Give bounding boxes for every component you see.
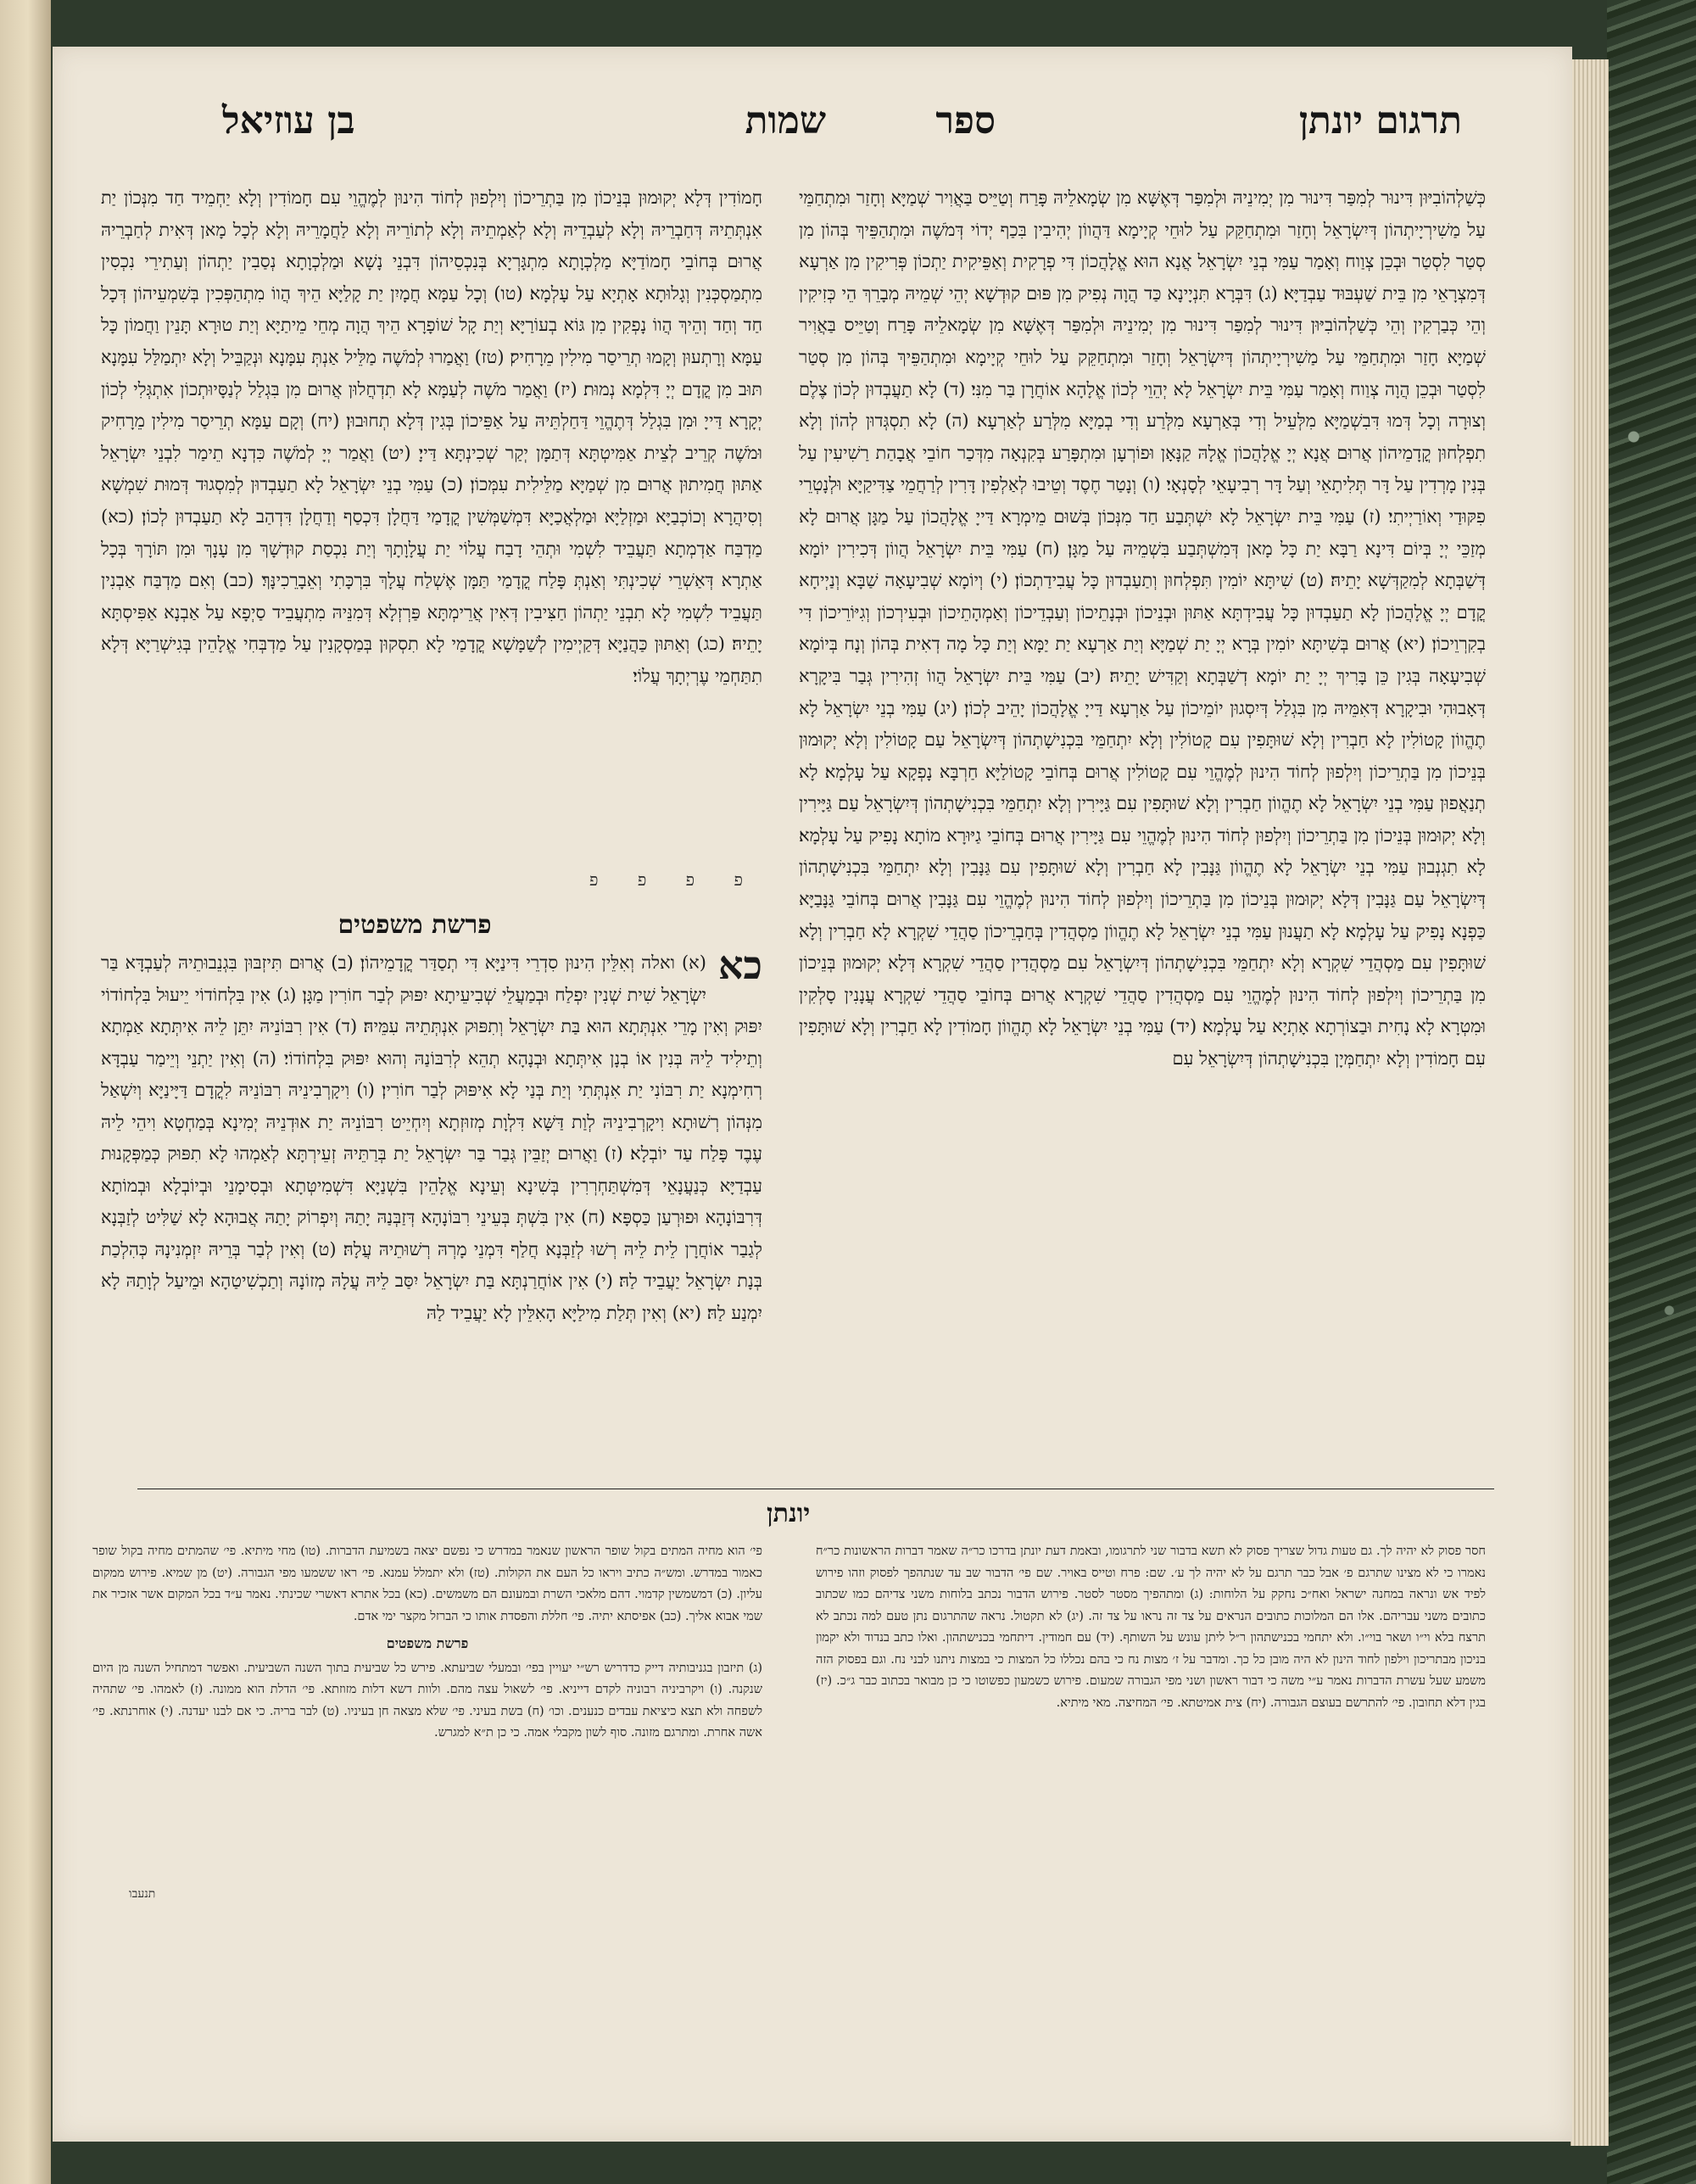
verse-paragraph: (כג) וְאַתּוּן כַּהֲנַיָּא דְּקַיְימִין לְשַׁמָּשָׁא קֳדָמַי לָא תִסְקוּן בְּמַסְקָנִין עַל מַדְבְּחִי אֱלָהֵין בְּגִישְׁרַיָּא דְּלָא תִתַּחְמֵי עֶרְיְתָךְ עֲלוֹי׃ [101,634,762,686]
book-page [53,47,1572,2142]
chapter-text: (א) ואלה וְאִלֵּין הִינוּן סִדְרֵי דִּינַיָּא דִּי תְסַדַּר קֳדָמֵיהוֹן׃ (ב) אֲרוּם תִּיזְבּוּן בִּגְנֵבוּתֵיהּ לְעַבְדָּא בַּר יִשְׂרָאֵל שִׁית שְׁנִין יִפְלַח וּבְמַעֲלֵי שְׁבִיעֵיתָא יִפּוּק לְבַר חוֹרִין מַגָּן׃ (ג) אִין בִּלְחוֹדוֹי יֵיעוּל בִּלְחוֹדוֹי יִפּוּק וְאִין מָרֵי אִנְתְּתָא הוּא בַּת יִשְׂרָאֵל וְתִפּוּק אִנְתְּתֵיהּ עִמֵּיהּ׃ (ד) אִין רִבּוֹנֵיהּ יִתֵּן לֵיהּ אִיתְּתָא אַמְתָא וְתֵילִיד לֵיהּ בְּנִין אוֹ בְנָן אִיתְּתָא וּבְנָהָא תְהֵא לְרִבּוֹנַהּ וְהוּא יִפּוּק בִּלְחוֹדוֹי׃ (ה) וְאִין יַתְנֵי וְיֵימַר עַבְדָּא רְחִימְנָא יַת רִבּוֹנִי יַת אִנְתְּתִי וְיַת בְּנַי לָא אִיפּוּק לְבַר חוֹרִין׃ (ו) וִיקָרְבִינֵיהּ רִבּוֹנֵיהּ לִקֳדָם דַּיָּינַיָּא וְיִשְׁאַל מִנְּהוֹן רְשׁוּתָא וִיקָרְבִינֵיהּ לְוַת דַּשָּׁא דִּלְוָת מְזוּזְתָא וְיִחְיֵיט רִבּוֹנֵיהּ יַת אוּדְנֵיהּ יְמִינָא בְּמַחְטָא וִיהֵי לֵיהּ עֶבֶד פָּלַח עַד יוֹבְלָא׃ (ז) וַאֲרוּם יְזַבֵּין גְּבַר בַּר יִשְׂרָאֵל יַת בְּרַתֵּיהּ זְעֵירְתָּא לְאַמְהוּ לָא תִפּוּק כְּמַפְּקָנוּת עַבְדַיָּא כְּנַעֲנָאֵי דְּמִשְׁתַּחְרְרִין בְּשִׁינָא וְעֵינָא אֱלָהֵין בִּשְׁנַיָּא דִּשְׁמִיטְּתָא וּבְסִימָנֵי וּבְיוֹבְלָא וּבְמוֹתָא דְּרִבּוֹנָהָא וּפוּרְעַן כַּסְפָּא׃ (ח) אִין בִּשְׁתְּ בְּעֵינֵי רִבּוֹנָהָא דְּזַבְּנַהּ יָתַהּ וְיִפְרוֹק יָתַהּ אֲבוּהָא לָא שַׁלִּיט לְזַבְּנָא לְגַבַר אוֹחֲרָן לֵית לֵיהּ רְשׁוּ לְזַבְּנָא חֲלַף דִּמְנֵי מָרְהּ רְשׁוּתֵיהּ עֲלָהּ׃ (ט) וְאִין לְבַר בְּרֵיהּ יִזְמְנִינָהּ כְּהִלְכַת בְּנָת יִשְׂרָאֵל יַעֲבֵיד לַהּ׃ (י) אִין אוֹחֲרַנְתָּא בַּת יִשְׂרָאֵל יִסַּב לֵיהּ עֲלָהּ מְזוֹנָהּ וְתַכְשִׁיטַהָא וּמֵיעַל לְוָתַהּ לָא יִמְנַע לַהּ׃ (יא) וְאִין תְּלַת מִילַיָּא הָאִלֵּין לָא יַעֲבֵיד לַהּ [101,952,762,1323]
left-page-edge [0,0,51,2184]
verse-paragraph: (כא) מַדְבַּח אַדְמְתָא תַּעֲבֵיד לִשְׁמִי וּתְהֵי דָבַח עֲלוֹי יַת עֲלָוָתָךְ וְיַת נִכְסַת קוּדְשָׁךְ מִן עָנָךְ וּמִן תּוֹרָךְ בְּכָל אַתְרָא דְּאַשְׁרֵי שְׁכִינְתִּי וְאַנְתְּ פָּלַח קֳדָמַי תַּמָּן אֶשְׁלַח עֲלָךְ בִּרְכָּתִי וְאֵבָרֵכִינָּךְ׃ [101,506,762,591]
parasha-heading: פרשת משפטים [338,910,492,940]
commentary-text: חסר פסוק לא יהיה לך. גם טעות גדול שצריך פסוק לא תשא בדבור שני לתרגומו, ובאמת דעת יונתן בדרכו כר״ה שאמר דברות הראשונות כר״ח נאמרו כי לא מצינו שתרגם פ׳ אבל כבר תרגם על לא יהיה לך ע׳. שם: פרח וטייס באויר. שם פי׳ הדבור שב עד שנתהפך לפסוק וזהו פירוש לפיד אש ונראה במחנה ישראל ואח״כ נחקק על הלוחות: (ג) ומתהפיך מסטר לסטר. פירוש הדבור נכתב בלוחות משני צדיהם כמו שכתוב כתובים משני עבריהם. אלו הם המלוכות כתובים הנראים על צד זה נראו על צד זה. (יג) לא תקטול. נראה שהתרגום נתן טעם למה נכתב לא תרצח בלא וי״ו ושאר בוי״ו. ולא יתחמי בכנישתהון ר״ל ליתן עונש על השותף. (יד) עם חמודין. דיתחמי בכנישתהון. ואלו כתב בנדוד ולא יקמון בניכון מבתריכון וילפון לחוד הינון לא היה מובן כל כך. ומדבר על ז׳ מצות נח כי בהם נכללו כל המצות כי במצות ניתנו לבני נח. וגם בפסוק הזה משמע שעל עשרת הדברות נאמר ע״י משה כי דבור ראשון ושני מפי הגבורה שמעום. פירוש כשמעון כפשוטו כי כן מבואר בכתוב כבר ג״כ. (יז) בגין דלא תחובון. פי׳ להתרשם בעוצם הגבורה. (יח) צית אמיטתא. פי׳ המחיצה. מאי מיתיא. [816,1544,1486,1710]
verse-paragraph: (כב) וְאִם מַדְבַּח אַבְנִין תַּעֲבֵיד לִשְׁמִי לָא תִבְנֵי יַתְהוֹן חַצִּיבִין דְּאִין אֲרֵימְתָּא פַּרְזְלָא דְּמִנֵּיהּ מִתְעֲבֵיד סַיְפָא עַל אַבְנָא אַפִּיסְתָּא יָתֵיהּ׃ [101,570,762,655]
left-text-column [101,182,762,924]
catchword: תנעבו [129,1887,156,1901]
verse-paragraph: (יח) וְקָם עַמָּא תְרֵיסַר מִילִין מֵרָחִיק וּמֹשֶׁה קְרֵיב לְצֵית אַמִּיטְתָּא דְּתַמָּן יְקַר שְׁכִינְתָּא דַּייָ׃ [101,411,762,463]
verse-paragraph: (יב) עַמִּי בֵּית יִשְׂרָאֵל הֲווֹ זְהִירִין גְּבַר בִּיקָרָא דְּאָבוּהִי וּבִיקָרָא דְּאִמֵּיהּ מִן בִּגְלַל דְּיִסְגוּן יוֹמֵיכוֹן עַל אַרְעָא דַּייָ אֱלָהֲכוֹן יָהֵיב לְכוֹן׃ [799,665,1486,718]
verse-paragraph: (יג) עַמִּי בְנֵי יִשְׂרָאֵל לָא תֶהֱווֹן קָטוֹלִין לָא חַבְרִין וְלָא שׁוּתָּפִין עִם קָטוֹלִין וְלָא יִתְחַמֵּי בִּכְנִישָׁתְהוֹן דְּיִשְׂרָאֵל עַם קָטוֹלִין וְלָא יְקוּמוּן בְּנֵיכוֹן מִן בַּתְרֵיכוֹן וְיִלְפוּן לְחוֹד הִינוּן לְמֶהֱוֵי עִם קָטוֹלִין אֲרוּם בְּחוֹבֵי קָטוֹלַיָּא חַרְבָּא נָפְקָא עַל עָלְמָא׃ [799,697,1486,782]
verse-paragraph: (כ) עַמִּי בְנֵי יִשְׂרָאֵל לָא תַעַבְדוּן לְמִסְגוּד דְּמוּת שִׁמְשָׁא וְסִיהֲרָא וְכוֹכְבַיָּא וּמַזְלַיָּא וּמַלְאֲכַיָּא דִּמְשַׁמְּשִׁין קֳדָמַי דַּחֲלָן דִּכְסַף וְדַחֲלָן דִּדְהַב לָא תַעַבְדוּן לְכוֹן׃ [101,474,762,527]
verse-paragraph: (יד) עַמִּי בְנֵי יִשְׂרָאֵל לָא תֶהֱווֹן חָמוֹדִין לָא חַבְרִין וְלָא שׁוּתָּפִין עִם חָמוֹדִין וְלָא יִתְחַמְּיָן בִּכְנִישָׁתְהוֹן דְּיִשְׂרָאֵל עִם [799,1016,1486,1070]
stacked-page-edges [1570,59,1609,2146]
verse-paragraph: (טז) וַאֲמַרוּ לְמֹשֶׁה מַלֵּיל אַנְתְּ עִמָּנָא וּנְקַבֵּיל וְלָא יִתְמַלַּל עִמָּנָא תּוּב מִן קֳדָם יְיָ דִּלְמָא נְמוּת׃ [101,346,762,399]
commentary-text: פי׳ הוא מחיה המתים בקול שופר הראשון שנאמר במדרש כי נפשם יצאה בשמיעת הדברות. (טו) מחי מיתיא. פי׳ שהמתים מחיה בקול שופר כאמור במדרש. ומש״ה כתיב ויראו כל העם את הקולות. (טז) ולא יתמלל עמנא. פי׳ ראו ששמעו מפי הגבורה. (יט) מן שמיא. פירוש ממקום עליון. (כ) דמשמשין קדמוי. דהם מלאכי השרת ובמעונם הם משמשים. (כא) בכל אתרא דאשרי שכינתי. נאמר ע״ד בכל המקום אשר אזכיר את שמי אבוא אליך. (כב) אפיסתא יתיה. פי׳ חללת והפסדת אותו כי הברזל מקצר ימי אדם. [92,1544,762,1623]
chapter-21-block [101,947,762,1490]
verse-paragraph: לָא תְנַאֲפוּן עַמִּי בְנֵי יִשְׂרָאֵל לָא תֶהֱווֹן חַבְרִין וְלָא שׁוּתָּפִין עִם גַּיָּירִין וְלָא יִתְחַמֵּי בִּכְנִישָׁתְהוֹן דְּיִשְׂרָאֵל עַם גַּיָּירִין וְלָא יְקוּמוּן בְּנֵיכוֹן מִן בַּתְרֵיכוֹן וְיִלְפוּן לְחוֹד הִינוּן לְמֶהֱוֵי עִם גַּיָּירִין אֲרוּם בְּחוֹבֵי גַיּוּרָא מוֹתָא נָפִיק עַל עָלְמָא׃ [799,761,1486,846]
commentary-subheading: פרשת משפטים [386,1635,469,1651]
header-center-word: ספר [935,99,996,142]
commentary-right-column [816,1541,1486,2084]
verse-paragraph: לָא תַעֲנוּן עַמִּי בְנֵי יִשְׂרָאֵל לָא תֶהֱווֹן מַסְהֲדִין בְּחַבְרֵיכוֹן סַהֲדֵי שִׁקְרָא לָא חַבְרִין וְלָא שׁוּתָּפִין עִם מַסְהֲדֵי שִׁקְרָא וְלָא יִתְחַמֵּי בִּכְנִישָׁתְהוֹן דְּיִשְׂרָאֵל עִם מַסְהֲדִין סַהֲדֵי שִׁקְרָא דְּלָא יְקוּמוּן בְּנֵיכוֹן מִן בַּתְרֵיכוֹן וְיִלְפוּן לְחוֹד הִינוּן לְמֶהֱוֵי עִם מַסְהֲדִין סַהֲדֵי שִׁקְרָא אֲרוּם בְּחוֹבֵי סַהֲדֵי שִׁקְרָא עֲנָנִין סָלְקִין וּמִטְרָא לָא נָחִית וּבַצוֹרְתָא אָתְיָא עַל עָלְמָא׃ [799,920,1486,1037]
right-text-column [799,182,1486,1489]
verse-paragraph: חָמוֹדִין דְּלָא יְקוּמוּן בְּנֵיכוֹן מִן בַּתְרֵיכוֹן וְיִלְפוּן לְחוֹד הִינוּן לְמֶהֱוֵי עִם חָמוֹדִין וְלָא יַחְמֵיד חַד מִנְּכוֹן יַת אִנְתְּתֵיהּ דְּחַבְרֵיהּ וְלָא לְעַבְדֵיהּ וְלָא לְאַמְתֵיהּ וְלָא לְתוֹרֵיהּ וְלָא לַחֲמָרֵיהּ וְלָא לְכָל מָאן דְּאִית לְחַבְרֵיהּ אֲרוּם בְּחוֹבֵי חָמוֹדַיָּא מַלְכְוָתָא מִתְגָּרְיָא בְּנִכְסֵיהוֹן דִּבְנֵי נָשָׁא וּמַלְכְוָתָא נְסַבִין יַתְהוֹן וְעַתִירֵי נִכְסִין מִתְמַסְכְּנִין וְגָלוּתָא אָתְיָא עַל עָלְמָא׃ [101,187,762,304]
commentary-title: יונתן [767,1499,811,1528]
verse-paragraph: (ח) עַמִּי בֵּית יִשְׂרָאֵל הֲווֹן דְּכִירִין יוֹמָא דְּשַׁבְּתָא לְמִקַדְּשָׁא יָתֵיהּ׃ (ט) שִׁיתָּא יוֹמִין תִּפְלְחוּן וְתַעַבְדוּן כָּל עֲבִידַתְכוֹן׃ (י) וְיוֹמָא שְׁבִיעָאָה שַׁבָּא וְנַיְיחָא קֳדָם יְיָ אֱלָהֲכוֹן לָא תַעַבְדוּן כָּל עֲבִידְתָּא אַתּוּן וּבְנֵיכוֹן וּבְנָתֵיכוֹן וְעַבְדֵיכוֹן וְאַמְהָתֵיכוֹן וּבְעִירְכוֹן וְגִיּוֹרֵיכוֹן דִּי בְקִרְוֵיכוֹן׃ [799,538,1486,655]
chapter-number: כא [717,947,762,988]
verse-paragraph: (טו) וְכָל עַמָּא חֲמָיִן יַת קָלַיָּא הֵיךְ הֲווֹ מִתְהַפְּכִין בְּשִׁמְעֵיהוֹן דְּכָל חַד וְחַד וְהֵיךְ הֲווֹ נָפְקִין מִן גּוֹא בְעוֹרַיָּא וְיַת קָל שׁוֹפָרָא הֵיךְ הֲוָה מְחֵי מֵיתַיָּא וְיַת טוּרָא תָּנֵין וַחֲמוֹן כָּל עַמָּא וְרָתְעוּן וְקָמוּ תְרֵיסַר מִילִין מֵרָחִיק׃ [101,282,762,367]
header-book-name: שמות [745,99,826,142]
commentary-text: (ג) תיזבון בגניבותיה דייק כדדריש רש״י יעויין בפי׳ ובמעלי שביעתא. פירש כל שביעית בתוך השנה השביעית. ואפשר דמתחיל השנה מן היום שנקנה. (ו) ויקרביניה רבוניה לקדם דייניא. פי׳ לשאול עצה מהם. ולוות דשא דלות מזוזתא. פי׳ הדלת הוא ממונה. (ז) לאמהו. פי׳ שתהיה לשפחה ולא תצא כיציאת עבדים כנענים. וכו׳ (ח) בשת בעיני. פי׳ שלא מצאה חן בעיניו. (ט) לבר בריה. כי אם לבנו יעדנה. (י) אוחרנתא. פי׳ אשה אחרת. ומתרגם מזונה. סוף לשון מקבלי אמה. כי כן ת״א למגרש. [92,1661,762,1740]
verse-paragraph: (יט) וַאֲמַר יְיָ לְמֹשֶׁה כִּדְנָא תֵימַר לִבְנֵי יִשְׂרָאֵל אַתּוּן חֲמִיתוּן אֲרוּם מִן שְׁמַיָּא מַלֵּילִית עִמְּכוֹן׃ [101,442,762,495]
verse-paragraph: (יז) וַאֲמַר מֹשֶׁה לְעַמָּא לָא תִדְחֲלוּן אֲרוּם מִן בִּגְלַל לְנַסָּיוּתְכוֹן אִתְגְּלִי לְכוֹן יְקָרָא דַּייָ וּמִן בִּגְלַל דְּתֶהֱוֵי דַּחַלְתֵּיהּ עַל אַפֵּיכוֹן בְּגִין דְּלָא תְחוּבוּן׃ [101,378,762,432]
verse-paragraph: (ו) וְנָטַר חֶסֶד וְטֵיבוּ לְאַלְפִין דָּרִין לְרַחֲמֵי צַדִּיקַיָּא וּלְנָטְרֵי פִקּוּדַי וְאוֹרַיְיתִי׃ (ז) עַמִּי בֵּית יִשְׂרָאֵל לָא יִשְׁתְּבַע חַד מִנְּכוֹן בְּשׁוּם מֵימְרָא דַּייָ אֱלָהֲכוֹן עַל מַגָּן אֲרוּם לָא מְזַכֵּי יְיָ בְּיוֹם דִּינָא רַבָּא יַת כָּל מָאן דְּמִשְׁתְּבַע בִּשְׁמֵיהּ עַל מַגָּן׃ [799,474,1486,559]
header-right-title: תרגום יונתן [1298,99,1462,142]
verse-paragraph: (יא) אֲרוּם בְּשִׁיתָּא יוֹמִין בְּרָא יְיָ יַת שְׁמַיָּא וְיַת אַרְעָא יַת יַמָּא וְיַת כָּל מָה דְאִית בְּהוֹן וְנָח בְּיוֹמָא שְׁבִיעָאָה בְּגִין כֵּן בָּרִיךְ יְיָ יַת יוֹמָא דְשַׁבְּתָא וְקַדִּישׁ יָתֵיהּ׃ [799,634,1486,686]
verse-paragraph: (ד) לָא תַעֲבְדוּן לְכוֹן צֶלֶם וְצוּרָה וְכָל דְּמוּ דִּבִשְׁמַיָּא מִלְּעֵיל וְדִי בְּאַרְעָא מִלְּרַע וְדִי בְמַיָּא מִלְּרַע לְאַרְעָא׃ (ה) לָא תִסְגְּדוּן לְהוֹן וְלָא תִפְלְחוּן קֳדָמֵיהוֹן אֲרוּם אֲנָא יְיָ אֱלָהֲכוֹן אֱלָהּ קַנָּאָן וּפוֹרְעָן וּמִתְפָּרַע בְּקִנְאָה מִדְּכַר חוֹבֵי אֲבָהַת רַשִׁיעִין עַל בְּנִין מָרְדִין עַל דָּר תְּלִיתָאֵי וְעַל דָּר רְבִיעָאֵי לְסָנְאָי׃ [799,378,1486,495]
verse-paragraph: לָא תִגְנְבוּן עַמִּי בְנֵי יִשְׂרָאֵל לָא תֶהֱווֹן גַּנָּבִין לָא חַבְרִין וְלָא שׁוּתָּפִין עִם גַּנָּבִין וְלָא יִתְחַמֵּי בִּכְנִישָׁתְהוֹן דְּיִשְׂרָאֵל עַם גַּנָּבִין דְּלָא יְקוּמוּן בְּנֵיכוֹן מִן בַּתְרֵיכוֹן וְיִלְפוּן לְחוֹד הִינוּן לְמֶהֱוֵי עִם גַּנָּבִין אֲרוּם בְּחוֹבֵי גַּנָּבַיָּא כַּפְנָא נָפִיק עַל עָלְמָא׃ [799,857,1486,941]
header-left-title: בן עוזיאל [222,99,355,142]
verse-paragraph: כְּשַׁלְהוֹבִיּוּן דִּינוּר לְמִפַּר דִּינוּר מִן יְמִינֵיהּ וּלְמִפַּר דְּאֶשָּׁא מִן שְׂמָאלֵיהּ פָּרַח וְטַיֵּיס בַּאֲוִיר שְׁמַיָּא וְחָזַר וּמִתְחַמֵּי עַל מַשִׁירְיָיתְהוֹן דְּיִשְׂרָאֵל וְחָזַר וּמִתְחַקֵּק עַל לוּחֵי קְיָימָא דַּהֲווֹן יְהִיבִין בִּכַף יְדוֹי דְּמֹשֶׁה וּמִתְהַפֵּיךְ בְּהוֹן מִן סְטַר לִסְטַר וּבְכֵן צְוַוח וְאָמַר עַמִּי בְנֵי יִשְׂרָאֵל אֲנָא הוּא אֱלָהֲכוֹן דִּי פְרָקִית וְאַפֵּיקִית יַתְכוֹן פְּרִיקִין מִן אַרְעָא דְּמִצְרָאֵי מִן בֵּית שַׁעְבּוּד עַבְדַיָּא׃ [799,187,1486,304]
commentary-left-column [92,1541,762,2084]
verse-paragraph: (ג) דִּבְּרָא תִּנְיָינָא כַּד הֲוָה נְפִיק מִן פּוּם קוּדְשָׁא יְהֵי שְׁמֵיהּ מְבָרֵךְ הֵי כְּזִיקִין וְהֵי כְּבַרְקִין וְהֵי כְּשַׁלְהוֹבִיּוּן דִּינוּר לְמִפַּר דִּינוּר מִן יְמִינֵיהּ וּלְמִפַּר דְּאֶשָּׁא מִן שְׂמָאלֵיהּ פָּרַח וְטַיֵּיס בַּאֲוִיר שְׁמַיָּא חָזַר וּמִתְחַמֵּי עַל מַשִׁירְיָיתְהוֹן דְּיִשְׂרָאֵל וְחָזַר וּמִתְחַקֵּק עַל לוּחֵי קְיָימָא וּמִתְהַפֵּיךְ בְּהוֹן מִן סְטַר לִסְטַר וּבְכֵן הֲוָה צְוַוח וְאָמַר עַמִּי בֵּית יִשְׂרָאֵל לָא יְהֵוֵי לְכוֹן אֱלָהָא אוֹחֲרָן בַּר מִנִּי׃ [799,282,1486,399]
section-end-marks: פ פ פ פ [589,869,760,890]
marbled-book-cover [1607,0,1696,2184]
